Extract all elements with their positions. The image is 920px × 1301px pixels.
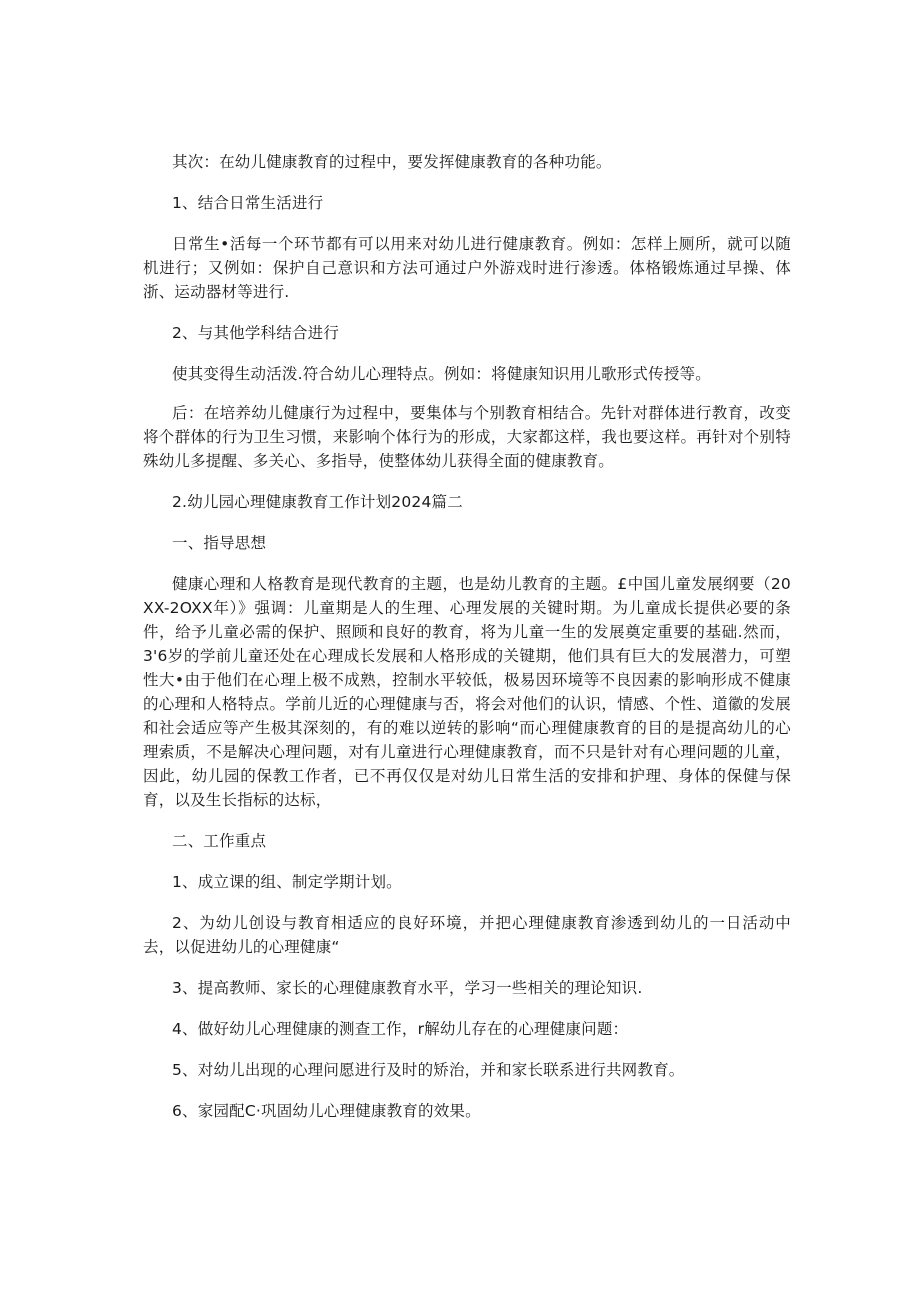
paragraph-guiding-ideology: 健康心理和人格教育是现代教育的主题，也是幼儿教育的主题。£中国儿童发展纲要（20XX-2OXX年）》强调：儿童期是人的生理、心理发展的关键时期。为儿童成长提供必要的条件，给予儿童必需的保护、照顾和良好的教育，将为儿童一生的发展奠定重要的基础.然而，3'6岁的学前儿童还处在心理成长发展和人格形成的关键期，他们具有巨大的发展潜力，可塑性大•由于他们在心理上极不成熟，控制水平较低，极易因环境等不良因素的影响形成不健康的心理和人格特点。学前儿近的心理健康与否，将会对他们的认识，情感、个性、道徽的发展和社会适应等产生极其深刻的，有的难以逆转的影响“而心理健康教育的目的是提高幼儿的心理索质，不是解决心理问题，对有儿童进行心理健康教育，而不只是针对有心理问题的儿童，因此，幼儿园的保教工作者，已不再仅仅是对幼儿日常生活的安排和护理、身体的保健与保育，以及生长指标的达标， — [143, 575, 791, 809]
heading-work-focus: 二、工作重点 — [172, 832, 267, 850]
list-item-4: 4、做好幼儿心理健康的测查工作，r解幼儿存在的心理健康问题： — [172, 1020, 629, 1038]
paragraph-finally: 后：在培养幼儿健康行为过程中，要集体与个别教育相结合。先针对群体进行教育，改变将个群体的行为卫生习惯，来影响个体行为的形成，大家都这样，我也要这样。再针对个别特殊幼儿多提醒、多关心、多指导，使整体幼儿获得全面的健康教育。 — [143, 404, 791, 470]
list-item-2: 2、为幼儿创设与教育相适应的良好环境，并把心理健康教育渗透到幼儿的一日活动中去，以促进幼儿的心理健康“ — [143, 914, 791, 956]
paragraph-other-subjects: 使其变得生动活泼.符合幼儿心理特点。例如：将健康知识用儿歌形式传授等。 — [172, 365, 711, 383]
section-title-plan-two: 2.幼儿园心理健康教育工作计划2024篇二 — [172, 493, 463, 511]
list-item-1: 1、成立课的组、制定学期计划。 — [172, 873, 402, 891]
heading-daily-life: 1、结合日常生活进行 — [172, 194, 324, 212]
list-item-3: 3、提高教师、家长的心理健康教育水平，学习一些相关的理论知识. — [172, 979, 643, 997]
paragraph-intro: 其次：在幼儿健康教育的过程中，要发挥健康教育的各种功能。 — [172, 153, 612, 171]
document-body — [143, 150, 791, 1123]
list-item-5: 5、对幼儿出现的心理问愿进行及时的矫治，并和家长联系进行共网教育。 — [172, 1061, 685, 1079]
heading-other-subjects: 2、与其他学科结合进行 — [172, 324, 340, 342]
heading-guiding-ideology: 一、指导思想 — [172, 534, 267, 552]
paragraph-daily-life: 日常生•活每一个环节都有可以用来对幼儿进行健康教育。例如：怎样上厕所，就可以随机进行；又例如：保护自己意识和方法可通过户外游戏时进行渗透。体格锻炼通过早操、体浙、运动器材等进行. — [143, 235, 791, 301]
list-item-6: 6、家园配C·巩固幼儿心理健康教育的效果。 — [172, 1102, 481, 1120]
